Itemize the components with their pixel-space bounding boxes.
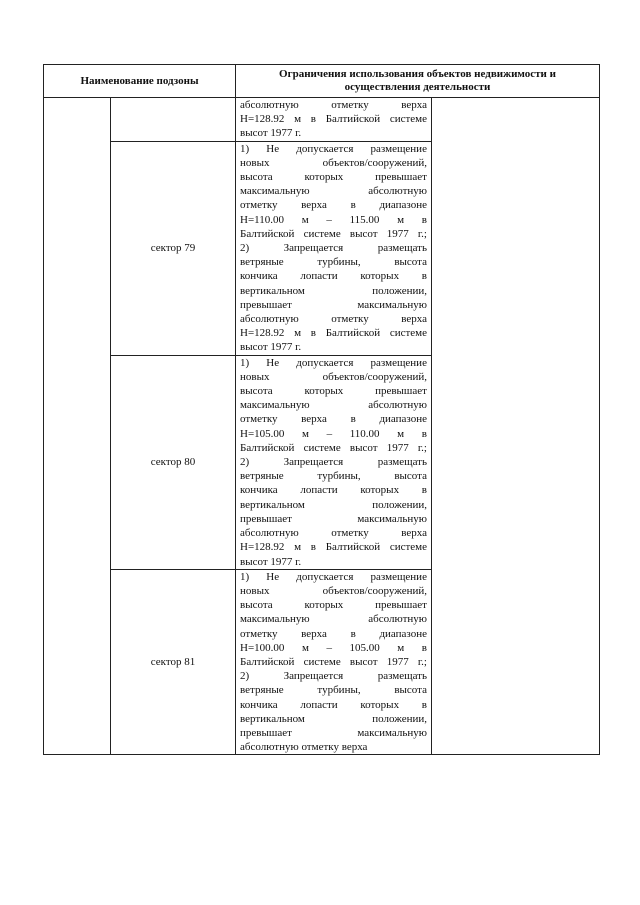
empty-cell bbox=[432, 98, 600, 755]
text-line: абсолютную отметку верха bbox=[240, 527, 427, 540]
text-line: Балтийской системе высот 1977 г.; bbox=[240, 227, 427, 240]
zoning-table bbox=[43, 64, 600, 755]
text-line: 1) Не допускается размещение bbox=[240, 142, 427, 155]
text-line: кончика лопасти которых в bbox=[240, 698, 427, 711]
text-line: Балтийской системе высот 1977 г.; bbox=[240, 655, 427, 668]
sector-cell: сектор 80 bbox=[111, 355, 236, 569]
text-line: высота которых превышает bbox=[240, 385, 427, 398]
text-line: новых объектов/сооружений, bbox=[240, 156, 427, 169]
text-line: абсолютную отметку верха bbox=[240, 741, 368, 754]
text-line: ветряные турбины, высота bbox=[240, 256, 427, 269]
text-line: высот 1977 г. bbox=[240, 555, 302, 568]
text-line: 1) Не допускается размещение bbox=[240, 570, 427, 583]
sector-cell bbox=[111, 98, 236, 142]
text-line: Балтийской системе высот 1977 г.; bbox=[240, 441, 427, 454]
header-restrictions-line2: осуществления деятельности bbox=[344, 81, 491, 93]
table-row bbox=[44, 98, 600, 142]
table-header-row bbox=[44, 65, 600, 98]
restriction-text bbox=[236, 141, 432, 355]
subzone-cell bbox=[44, 98, 111, 755]
text-line: Н=110.00 м – 115.00 м в bbox=[240, 213, 427, 226]
text-line: высот 1977 г. bbox=[240, 341, 302, 354]
text-line: вертикальном положении, bbox=[240, 284, 427, 297]
text-line: новых объектов/сооружений, bbox=[240, 370, 427, 383]
text-line: вертикальном положении, bbox=[240, 712, 427, 725]
text-line: превышает максимальную bbox=[240, 726, 427, 739]
text-line: 2) Запрещается размещать bbox=[240, 456, 427, 469]
text-line: Н=100.00 м – 105.00 м в bbox=[240, 641, 427, 654]
text-line: превышает максимальную bbox=[240, 298, 427, 311]
text-line: ветряные турбины, высота bbox=[240, 470, 427, 483]
text-line: максимальную абсолютную bbox=[240, 399, 427, 412]
text-line: Н=105.00 м – 110.00 м в bbox=[240, 427, 427, 440]
restriction-text bbox=[236, 569, 432, 755]
text-line: отметку верха в диапазоне bbox=[240, 413, 427, 426]
text-line: кончика лопасти которых в bbox=[240, 270, 427, 283]
header-subzone-name: Наименование подзоны bbox=[44, 65, 236, 98]
text-line: вертикальном положении, bbox=[240, 498, 427, 511]
header-restrictions-line1: Ограничения использования объектов недвижимости и bbox=[279, 68, 556, 80]
text-line: превышает максимальную bbox=[240, 512, 427, 525]
text-line: максимальную абсолютную bbox=[240, 185, 427, 198]
text-line: ветряные турбины, высота bbox=[240, 684, 427, 697]
text-line: 1) Не допускается размещение bbox=[240, 356, 427, 369]
header-restrictions bbox=[236, 65, 600, 98]
restriction-text bbox=[236, 355, 432, 569]
text-line: новых объектов/сооружений, bbox=[240, 584, 427, 597]
text-line: максимальную абсолютную bbox=[240, 613, 427, 626]
text-line: Н=128.92 м в Балтийской системе bbox=[240, 541, 427, 554]
text-line: 2) Запрещается размещать bbox=[240, 670, 427, 683]
text-line: отметку верха в диапазоне bbox=[240, 199, 427, 212]
text-line: кончика лопасти которых в bbox=[240, 484, 427, 497]
text-line: абсолютную отметку верха bbox=[240, 313, 427, 326]
text-line: высота которых превышает bbox=[240, 171, 427, 184]
text-line: отметку верха в диапазоне bbox=[240, 627, 427, 640]
text-line: Н=128.92 м в Балтийской системе bbox=[240, 113, 427, 126]
text-line: Н=128.92 м в Балтийской системе bbox=[240, 327, 427, 340]
sector-cell: сектор 81 bbox=[111, 569, 236, 755]
text-line: высота которых превышает bbox=[240, 599, 427, 612]
sector-cell: сектор 79 bbox=[111, 141, 236, 355]
text-line: абсолютную отметку верха bbox=[240, 99, 427, 111]
text-line: 2) Запрещается размещать bbox=[240, 242, 427, 255]
text-line: высот 1977 г. bbox=[240, 127, 302, 140]
restriction-text bbox=[236, 98, 432, 142]
